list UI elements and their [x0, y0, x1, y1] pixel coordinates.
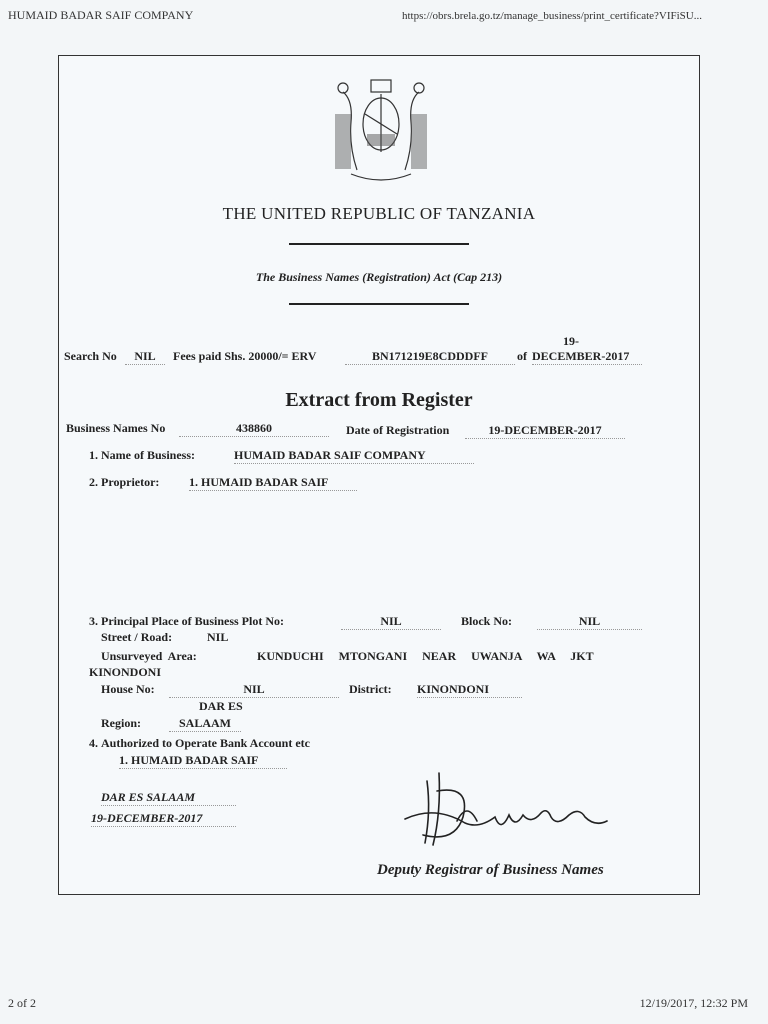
business-names-no-value: 438860	[179, 421, 329, 437]
house-no-label: House No:	[101, 682, 155, 696]
proprietor-label: Proprietor:	[101, 475, 160, 489]
deputy-registrar-title: Deputy Registrar of Business Names	[377, 862, 604, 878]
search-no-value: NIL	[125, 349, 165, 365]
block-no-label: Block No:	[461, 614, 512, 628]
extract-heading: Extract from Register	[285, 389, 473, 411]
print-header-title: HUMAID BADAR SAIF COMPANY	[8, 8, 194, 22]
certificate	[58, 55, 700, 895]
name-of-business-label: Name of Business:	[101, 448, 196, 462]
erv-number: BN171219E8CDDDFF	[345, 349, 515, 365]
district-label: District:	[349, 682, 392, 696]
item-3-number: 3.	[89, 614, 98, 628]
region-value-line2: SALAAM	[169, 716, 241, 732]
unsurveyed-area-label: Unsurveyed Area:	[101, 649, 197, 663]
act-divider	[289, 303, 469, 305]
country-title: THE UNITED REPUBLIC OF TANZANIA	[222, 204, 536, 223]
item-1-number: 1.	[89, 448, 98, 462]
region-value-line1: DAR ES	[199, 699, 243, 713]
act-name: The Business Names (Registration) Act (Cap 213)	[255, 270, 503, 284]
proprietor-value: 1. HUMAID BADAR SAIF	[189, 475, 357, 491]
bank-account-value: 1. HUMAID BADAR SAIF	[119, 753, 287, 769]
unsurveyed-area-value: KUNDUCHI MTONGANI NEAR UWANJA WA JKT	[257, 649, 594, 663]
street-road-value: NIL	[207, 630, 229, 644]
search-no-label: Search No	[64, 349, 117, 363]
house-no-value: NIL	[169, 682, 339, 698]
principal-place-label: Principal Place of Business Plot No:	[101, 614, 284, 628]
plot-no-value: NIL	[341, 614, 441, 630]
coat-of-arms-icon	[321, 74, 441, 189]
name-of-business-value: HUMAID BADAR SAIF COMPANY	[234, 448, 474, 464]
item-4-number: 4.	[89, 736, 98, 750]
street-road-label: Street / Road:	[101, 630, 173, 644]
date-registration-value: 19-DECEMBER-2017	[465, 423, 625, 439]
fees-label: Fees paid Shs. 20000/= ERV	[173, 349, 317, 363]
bank-account-label: Authorized to Operate Bank Account etc	[101, 736, 310, 750]
issue-place: DAR ES SALAAM	[101, 790, 236, 806]
region-label: Region:	[101, 716, 141, 730]
title-divider	[289, 243, 469, 245]
item-2-number: 2.	[89, 475, 98, 489]
erv-day: 19-	[563, 334, 579, 348]
issue-date: 19-DECEMBER-2017	[91, 811, 236, 827]
unsurveyed-area-cont: KINONDONI	[89, 665, 162, 679]
district-value: KINONDONI	[417, 682, 522, 698]
business-names-no-label: Business Names No	[66, 421, 166, 435]
of-label: of	[517, 349, 527, 363]
print-footer-page: 2 of 2	[8, 996, 36, 1010]
signature-icon	[397, 761, 627, 851]
date-registration-label: Date of Registration	[346, 423, 450, 437]
erv-month-year: DECEMBER-2017	[532, 349, 642, 365]
print-footer-timestamp: 12/19/2017, 12:32 PM	[639, 996, 748, 1010]
block-no-value: NIL	[537, 614, 642, 630]
print-header-url: https://obrs.brela.go.tz/manage_business/print_certificate?VIFiSU...	[402, 10, 702, 22]
